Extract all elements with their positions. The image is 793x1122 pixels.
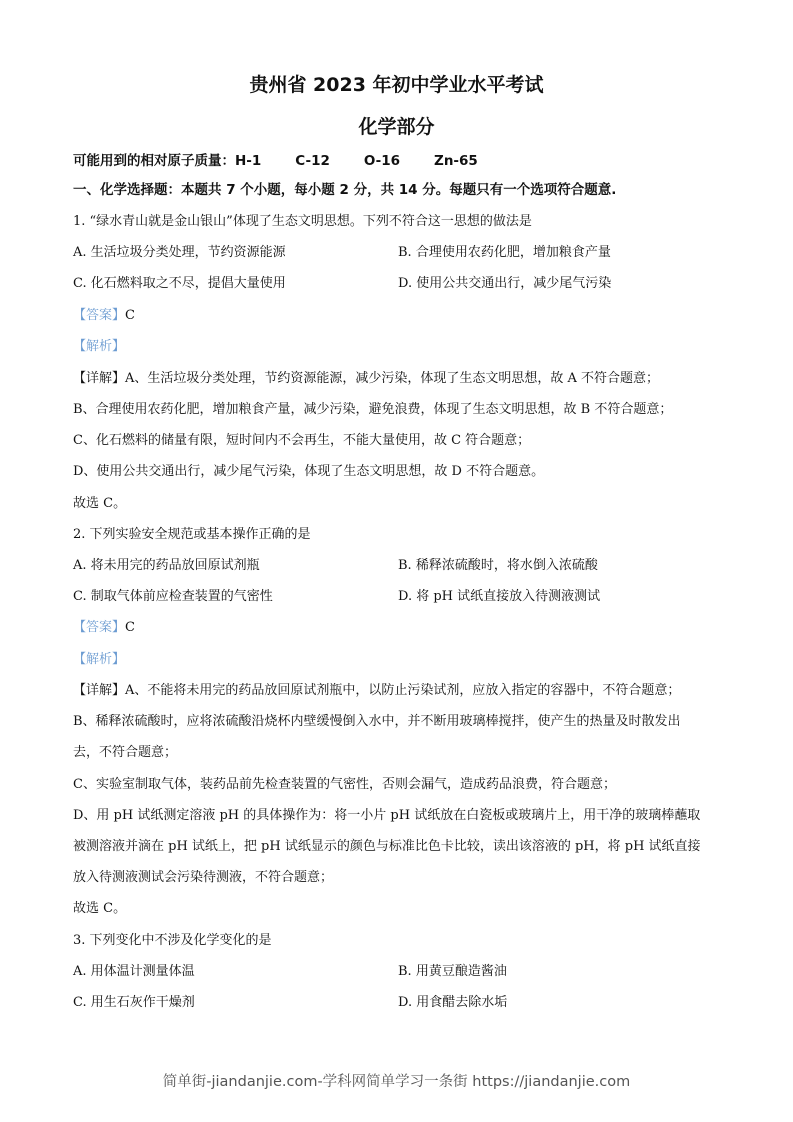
mass-o: O-16 (363, 153, 401, 169)
detail-text: A、不能将未用完的药品放回原试剂瓶中，以防止污染试剂，应放入指定的容器中，不符合题意； (125, 683, 681, 698)
question-3-stem: 3. 下列变化中不涉及化学变化的是 (73, 933, 272, 948)
detail-label: 【详解】 (73, 683, 126, 698)
question-2-detail-5: 被测溶液并滴在 pH 试纸上，把 pH 试纸显示的颜色与标准比色卡比较，读出该溶液的 pH，将 pH 试纸直接 (73, 839, 701, 854)
question-1-option-b: B. 合理使用农药化肥，增加粮食产量 (398, 245, 611, 260)
answer-value: C (125, 620, 135, 635)
page-title: 贵州省 2023 年初中学业水平考试 (249, 74, 544, 96)
question-1-conclusion: 故选 C。 (73, 496, 127, 511)
question-2-analysis-label: 【解析】 (73, 652, 126, 667)
question-2-detail-0 (73, 682, 680, 700)
detail-text: A、生活垃圾分类处理，节约资源能源，减少污染，体现了生态文明思想，故 A 不符合题意； (125, 371, 660, 386)
question-1-detail-3: D、使用公共交通出行，减少尾气污染，体现了生态文明思想，故 D 不符合题意。 (73, 464, 545, 479)
answer-label: 【答案】 (73, 620, 126, 635)
question-2-stem: 2. 下列实验安全规范或基本操作正确的是 (73, 527, 311, 542)
question-1-option-c: C. 化石燃料取之不尽，提倡大量使用 (73, 276, 286, 291)
question-3-option-b: B. 用黄豆酿造酱油 (398, 964, 507, 979)
question-2-detail-1: B、稀释浓硫酸时，应将浓硫酸沿烧杯内壁缓慢倒入水中，并不断用玻璃棒搅拌，使产生的热量及时散发出 (73, 714, 681, 729)
question-2-detail-6: 放入待测液测试会污染待测液，不符合题意； (73, 870, 334, 885)
section-heading: 一、化学选择题：本题共 7 个小题，每小题 2 分，共 14 分。每题只有一个选项符合题意. (73, 182, 617, 198)
detail-label: 【详解】 (73, 371, 126, 386)
answer-value: C (125, 308, 135, 323)
mass-c: C-12 (295, 153, 330, 169)
question-1-stem: 1. “绿水青山就是金山银山”体现了生态文明思想。下列不符合这一思想的做法是 (73, 214, 532, 229)
atomic-mass-label: 可能用到的相对原子质量： (73, 153, 235, 169)
question-2-option-a: A. 将未用完的药品放回原试剂瓶 (73, 558, 260, 573)
answer-label: 【答案】 (73, 308, 126, 323)
mass-zn: Zn-65 (434, 153, 478, 169)
question-1-detail-1: B、合理使用农药化肥，增加粮食产量，减少污染，避免浪费，体现了生态文明思想，故 B 不符合题意； (73, 402, 673, 417)
question-3-option-a: A. 用体温计测量体温 (73, 964, 195, 979)
question-1-option-a: A. 生活垃圾分类处理，节约资源能源 (73, 245, 286, 260)
page-subtitle: 化学部分 (358, 116, 435, 138)
question-2-answer (73, 619, 135, 637)
question-2-option-b: B. 稀释浓硫酸时，将水倒入浓硫酸 (398, 558, 598, 573)
question-2-conclusion: 故选 C。 (73, 901, 127, 916)
question-2-detail-4: D、用 pH 试纸测定溶液 pH 的具体操作为：将一小片 pH 试纸放在白瓷板或玻璃片上，用干净的玻璃棒蘸取 (73, 808, 701, 823)
question-1-option-d: D. 使用公共交通出行，减少尾气污染 (398, 276, 612, 291)
atomic-mass-line (73, 152, 512, 170)
mass-h: H-1 (235, 153, 262, 169)
question-1-answer (73, 307, 135, 325)
footer-watermark: 简单街-jiandanjie.com-学科网简单学习一条街 https://jiandanjie.com (162, 1074, 631, 1090)
question-2-option-d: D. 将 pH 试纸直接放入待测液测试 (398, 589, 601, 604)
question-2-detail-3: C、实验室制取气体，装药品前先检查装置的气密性，否则会漏气，造成药品浪费，符合题意； (73, 777, 616, 792)
question-1-detail-0 (73, 370, 659, 388)
question-1-analysis-label: 【解析】 (73, 339, 126, 354)
question-1-detail-2: C、化石燃料的储量有限，短时间内不会再生，不能大量使用，故 C 符合题意； (73, 433, 531, 448)
question-3-option-c: C. 用生石灰作干燥剂 (73, 995, 195, 1010)
question-3-option-d: D. 用食醋去除水垢 (398, 995, 508, 1010)
question-2-detail-2: 去，不符合题意； (73, 745, 178, 760)
question-2-option-c: C. 制取气体前应检查装置的气密性 (73, 589, 273, 604)
